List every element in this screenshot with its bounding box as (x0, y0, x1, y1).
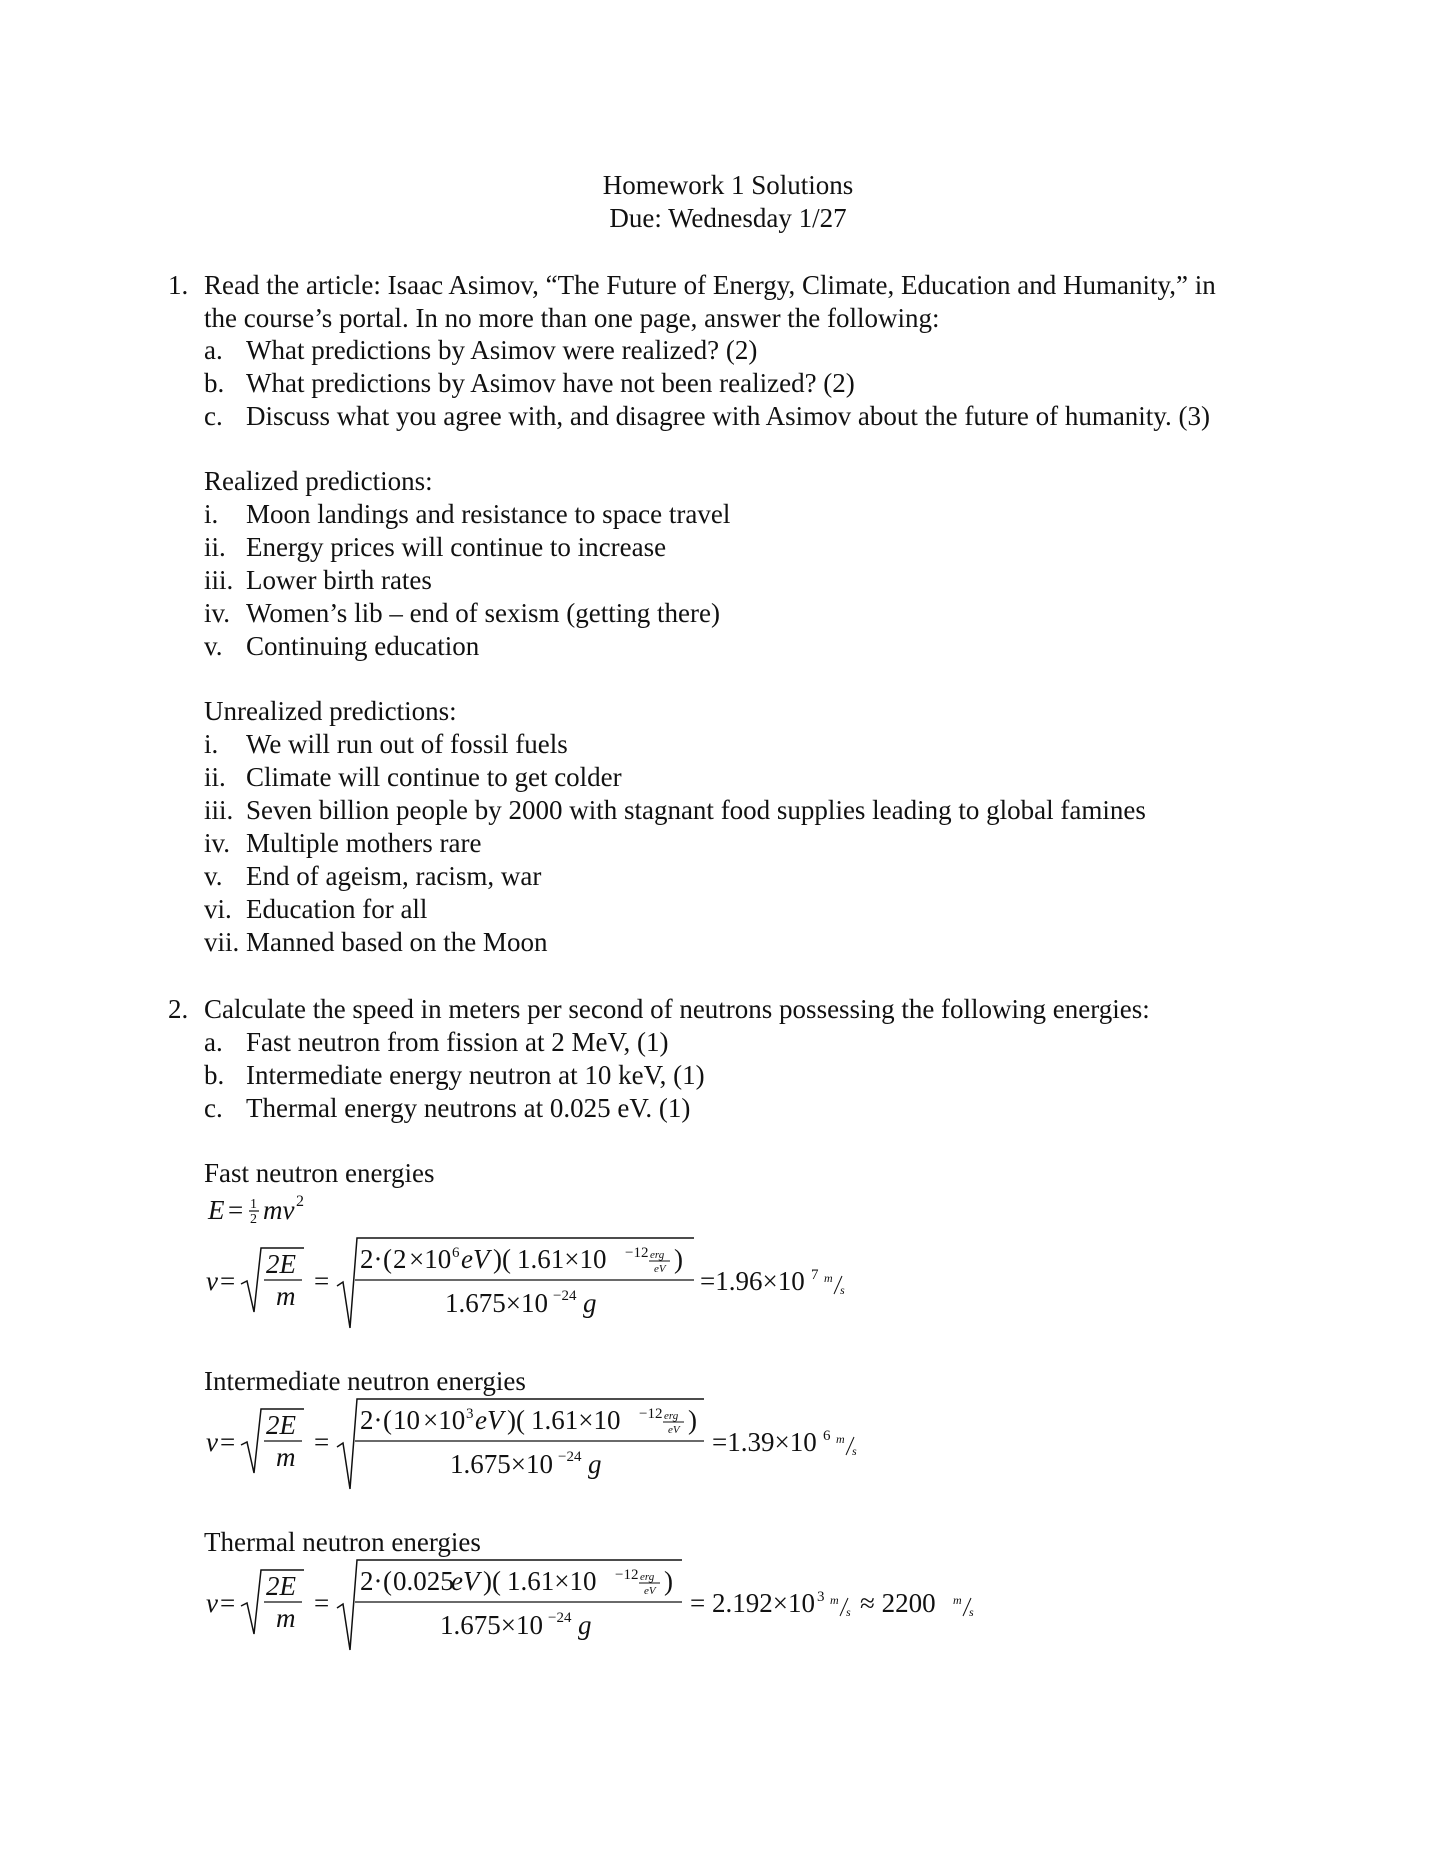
unrealized-item-label: i. (204, 729, 219, 759)
unrealized-item-text: Climate will continue to get colder (246, 762, 622, 792)
thermal-neutron-heading: Thermal neutron energies (204, 1527, 481, 1557)
svg-text:=: = (314, 1266, 330, 1296)
realized-item-label: iv. (204, 598, 230, 628)
fast-neutron-heading: Fast neutron energies (204, 1158, 435, 1188)
conversion-exponent: −12 (625, 1245, 649, 1261)
svg-text:): ) (674, 1244, 683, 1274)
question-1-part-label: c. (204, 401, 223, 431)
unrealized-heading: Unrealized predictions: (204, 696, 457, 726)
svg-text:m: m (276, 1281, 296, 1311)
question-1-part-text: What predictions by Asimov were realized? (2) (246, 335, 758, 365)
svg-text:eV: eV (475, 1405, 504, 1435)
mass-exponent: −24 (558, 1449, 582, 1465)
conversion-mantissa: 1.61×10 (531, 1405, 621, 1435)
svg-text:2·: 2· (360, 1405, 383, 1435)
thermal-result-exponent: 3 (817, 1589, 825, 1605)
svg-text:s: s (840, 1283, 845, 1297)
conversion-mantissa: 1.61×10 (507, 1566, 597, 1596)
svg-text:g: g (578, 1610, 592, 1640)
svg-text:=: = (228, 1195, 244, 1225)
question-2-part-text: Thermal energy neutrons at 0.025 eV. (1) (246, 1093, 691, 1123)
question-1-number: 1. (168, 270, 189, 300)
realized-item-label: iii. (204, 565, 234, 595)
svg-text:eV: eV (461, 1244, 490, 1274)
due-date: Due: Wednesday 1/27 (609, 203, 847, 233)
realized-heading: Realized predictions: (204, 466, 433, 496)
question-2-part-text: Fast neutron from fission at 2 MeV, (1) (246, 1027, 669, 1057)
question-2-part-label: b. (204, 1060, 225, 1090)
svg-text:eV: eV (451, 1566, 480, 1596)
svg-text:): ) (688, 1405, 697, 1435)
mass-exponent: −24 (548, 1610, 572, 1626)
svg-text:2E: 2E (266, 1249, 296, 1279)
thermal-velocity-equation (206, 1560, 974, 1650)
svg-text:eV: eV (644, 1585, 656, 1597)
unrealized-item-label: ii. (204, 762, 226, 792)
svg-text:m: m (830, 1593, 839, 1607)
fast-energy-coefficient: 2 (393, 1244, 407, 1274)
page-title: Homework 1 Solutions (602, 170, 854, 200)
realized-item-label: ii. (204, 532, 226, 562)
svg-text:×10: ×10 (423, 1405, 466, 1435)
svg-text:=: = (314, 1427, 330, 1457)
svg-text:g: g (588, 1449, 602, 1479)
svg-text:)(: )( (507, 1405, 525, 1435)
svg-text:v: v (206, 1427, 218, 1457)
svg-text:=: = (220, 1427, 236, 1457)
unrealized-item-label: v. (204, 861, 223, 891)
intermediate-result-mantissa: =1.39×10 (712, 1427, 817, 1457)
svg-text:m: m (276, 1442, 296, 1472)
intermediate-energy-coefficient: 10 (393, 1405, 420, 1435)
unrealized-item-text: We will run out of fossil fuels (246, 729, 568, 759)
question-2-line-1: Calculate the speed in meters per second of neutrons possessing the following energies: (204, 994, 1150, 1024)
realized-item-label: v. (204, 631, 223, 661)
question-1-part-text: What predictions by Asimov have not been realized? (2) (246, 368, 855, 398)
unrealized-item-label: vi. (204, 894, 232, 924)
svg-text:E: E (208, 1195, 225, 1225)
svg-text:2·: 2· (360, 1566, 383, 1596)
svg-text:=: = (314, 1588, 330, 1618)
svg-text:2: 2 (296, 1193, 304, 1210)
svg-text:(: ( (383, 1405, 392, 1435)
svg-text:)(: )( (493, 1244, 511, 1274)
svg-text:v: v (206, 1266, 218, 1296)
svg-text:g: g (583, 1288, 597, 1318)
svg-text:eV: eV (668, 1424, 680, 1436)
fast-result-exponent: 7 (811, 1267, 819, 1283)
conversion-mantissa: 1.61×10 (517, 1244, 607, 1274)
svg-text:2: 2 (250, 1212, 257, 1227)
mass-exponent: −24 (553, 1288, 577, 1304)
question-2-part-text: Intermediate energy neutron at 10 keV, (1) (246, 1060, 705, 1090)
question-1-part-label: b. (204, 368, 225, 398)
svg-text:erg: erg (640, 1571, 655, 1583)
svg-text:)(: )( (483, 1566, 501, 1596)
unrealized-item-label: iii. (204, 795, 234, 825)
svg-text:s: s (852, 1444, 857, 1458)
unrealized-item-text: Manned based on the Moon (246, 927, 548, 957)
realized-item-text: Lower birth rates (246, 565, 432, 595)
svg-text:2E: 2E (266, 1410, 296, 1440)
question-1-part-label: a. (204, 335, 223, 365)
realized-item-text: Energy prices will continue to increase (246, 532, 667, 562)
thermal-energy-value: 0.025 (393, 1566, 454, 1596)
unrealized-item-text: End of ageism, racism, war (246, 861, 542, 891)
svg-text:=: = (220, 1588, 236, 1618)
svg-text:×10: ×10 (409, 1244, 452, 1274)
conversion-exponent: −12 (615, 1567, 639, 1583)
unrealized-item-label: iv. (204, 828, 230, 858)
svg-text:mv: mv (263, 1195, 295, 1225)
mass-mantissa: 1.675×10 (445, 1288, 548, 1318)
question-1-line-2: the course’s portal. In no more than one page, answer the following: (204, 303, 940, 333)
svg-text:erg: erg (650, 1249, 665, 1261)
svg-text:): ) (664, 1566, 673, 1596)
fast-velocity-equation (206, 1238, 845, 1328)
unrealized-item-text: Education for all (246, 894, 428, 924)
fast-result-mantissa: =1.96×10 (700, 1266, 805, 1296)
mass-mantissa: 1.675×10 (440, 1610, 543, 1640)
svg-text:m: m (836, 1432, 845, 1446)
question-2-part-label: c. (204, 1093, 223, 1123)
mass-mantissa: 1.675×10 (450, 1449, 553, 1479)
question-1-line-1: Read the article: Isaac Asimov, “The Future of Energy, Climate, Education and Humanity,” in (204, 270, 1216, 300)
question-2-part-label: a. (204, 1027, 223, 1057)
thermal-result-mantissa: = 2.192×10 (690, 1588, 815, 1618)
svg-text:(: ( (383, 1566, 392, 1596)
svg-text:1: 1 (250, 1197, 257, 1212)
svg-text:s: s (969, 1605, 974, 1619)
svg-text:v: v (206, 1588, 218, 1618)
realized-item-text: Women’s lib – end of sexism (getting there) (246, 598, 720, 628)
unrealized-item-text: Multiple mothers rare (246, 828, 482, 858)
kinetic-energy-formula (207, 1193, 304, 1227)
thermal-approx-value: ≈ 2200 (860, 1588, 936, 1618)
intermediate-neutron-heading: Intermediate neutron energies (204, 1366, 526, 1396)
svg-text:2·: 2· (360, 1244, 383, 1274)
svg-text:=: = (220, 1266, 236, 1296)
svg-text:(: ( (383, 1244, 392, 1274)
intermediate-energy-exponent: 3 (466, 1406, 474, 1422)
svg-text:2E: 2E (266, 1571, 296, 1601)
svg-text:m: m (824, 1271, 833, 1285)
intermediate-velocity-equation (206, 1399, 857, 1489)
realized-item-text: Continuing education (246, 631, 480, 661)
intermediate-result-exponent: 6 (823, 1428, 831, 1444)
realized-item-text: Moon landings and resistance to space travel (246, 499, 731, 529)
question-1-part-text: Discuss what you agree with, and disagree with Asimov about the future of humanity. (3) (246, 401, 1211, 431)
unrealized-item-text: Seven billion people by 2000 with stagnant food supplies leading to global famines (246, 795, 1146, 825)
fast-energy-exponent: 6 (452, 1245, 460, 1261)
question-2-number: 2. (168, 994, 189, 1024)
conversion-exponent: −12 (639, 1406, 663, 1422)
svg-text:s: s (846, 1605, 851, 1619)
svg-text:eV: eV (654, 1263, 666, 1275)
svg-text:m: m (953, 1593, 962, 1607)
unrealized-item-label: vii. (204, 927, 240, 957)
realized-item-label: i. (204, 499, 219, 529)
svg-text:erg: erg (664, 1410, 679, 1422)
svg-text:m: m (276, 1603, 296, 1633)
